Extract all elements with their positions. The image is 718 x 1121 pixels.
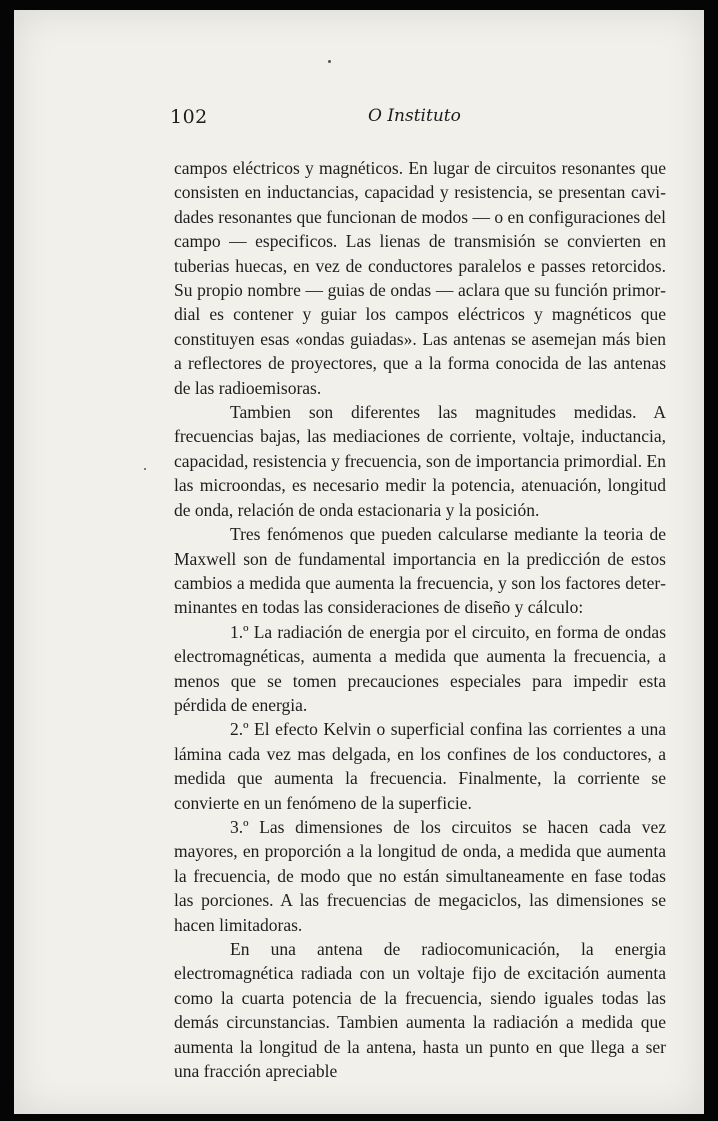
page-number: 102 [170, 106, 208, 128]
ink-speck [328, 60, 331, 63]
book-page [14, 10, 704, 1114]
paragraph: Tres fenómenos que pueden calcularse mediante la teoria de Maxwell son de fundamental importancia en la predicción de estos cambios a medida que aumenta la frecuencia, y son los factores determinantes en todas las consideraciones de diseño y cálculo: [174, 524, 666, 618]
paragraph: Tambien son diferentes las magnitudes medidas. A frecuencias bajas, las mediaciones de corriente, voltaje, inductancia, capacidad, resistencia y frecuencia, son de importancia primordial. En las microondas, es necesario medir la potencia, atenuación, longitud de onda, relación de onda estacionaria y la posición. [174, 402, 666, 520]
running-title: O Instituto [368, 106, 461, 126]
paragraph: campos eléctricos y magnéticos. En lugar de circuitos resonantes que consisten en inductancias, capacidad y resistencia, se presentan cavidades resonantes que funcionan de modos — o en configuraciones del campo — especificos. Las lienas de transmisión se convierten en tuberias huecas, en vez de conductores paralelos e passes retorcidos. Su propio nombre — guias de ondas — aclara que su función primordial es contener y guiar los campos eléctricos y magnéticos que constituyen esas «ondas guiadas». Las antenas se asemejan más bien a reflectores de proyectores, que a la forma conocida de las antenas de las radioemisoras. [174, 158, 666, 398]
ink-speck [144, 468, 146, 470]
body-text [174, 156, 666, 1083]
list-item: 3.º Las dimensiones de los circuitos se hacen cada vez mayores, en proporción a la longitud de onda, a medida que aumenta la frecuencia, de modo que no están simultaneamente en fase todas las porciones. A las frecuencias de megaciclos, las dimensiones se hacen limitadoras. [174, 816, 666, 935]
list-item: 2.º El efecto Kelvin o superficial confina las corrientes a una lámina cada vez mas delgada, en los confines de los conductores, a medida que aumenta la frecuencia. Finalmente, la corriente se convierte en un fenómeno de la superficie. [174, 719, 666, 813]
paragraph: En una antena de radiocomunicación, la energia electromagnética radiada con un voltaje fijo de excitación aumenta como la cuarta potencia de la frecuencia, siendo iguales todas las demás circunstancias. Tambien aumenta la radiación a medida que aumenta la longitud de la antena, hasta un punto en que llega a ser una fracción apreciable [174, 939, 666, 1082]
list-item: 1.º La radiación de energia por el circuito, en forma de ondas electromagnéticas, aumenta a medida que aumenta la frecuencia, a menos que se tomen precauciones especiales para impedir esta pérdida de energia. [174, 621, 666, 715]
page-header [170, 106, 470, 132]
